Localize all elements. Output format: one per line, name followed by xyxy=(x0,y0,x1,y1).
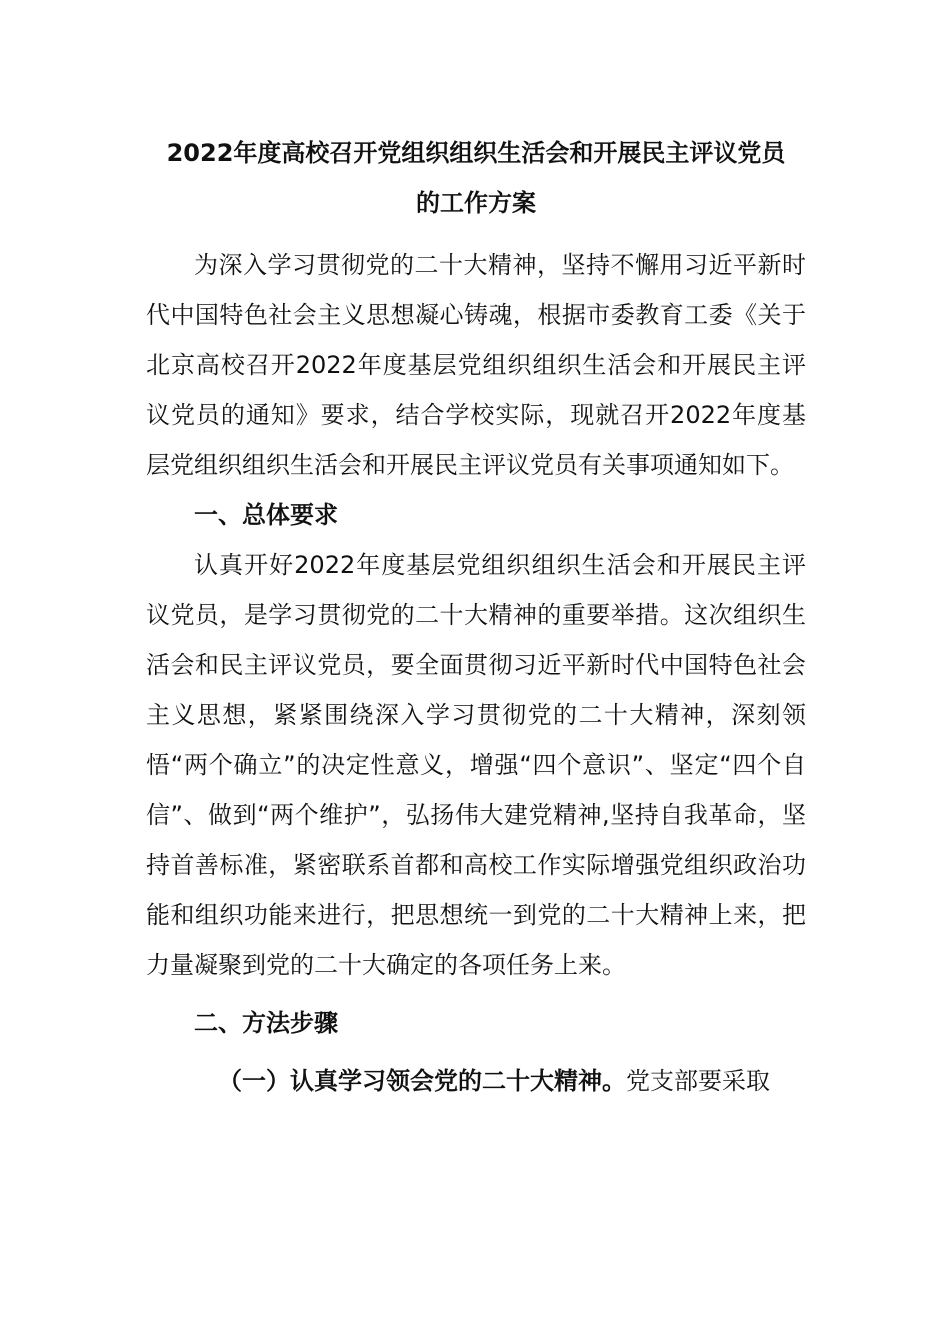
document-page xyxy=(146,128,806,1106)
document-title xyxy=(146,128,806,228)
subsection-1-text: 党支部要采取 xyxy=(626,1067,770,1095)
document-body xyxy=(146,240,806,1106)
intro-paragraph: 为深入学习贯彻党的二十大精神，坚持不懈用习近平新时代中国特色社会主义思想凝心铸魂，根据市委教育工委《关于北京高校召开2022年度基层党组织组织生活会和开展民主评议党员的通知》要求，结合学校实际，现就召开2022年度基层党组织组织生活会和开展民主评议党员有关事项通知如下。 xyxy=(146,251,806,479)
section-spacer xyxy=(146,1048,806,1056)
section-1-paragraph: 认真开好2022年度基层党组织组织生活会和开展民主评议党员，是学习贯彻党的二十大精神的重要举措。这次组织生活会和民主评议党员，要全面贯彻习近平新时代中国特色社会主义思想，紧紧围绕深入学习贯彻党的二十大精神，深刻领悟“两个确立”的决定性意义，增强“四个意识”、坚定“四个自信”、做到“两个维护”，弘扬伟大建党精神,坚持自我革命，坚持首善标准，紧密联系首都和高校工作实际增强党组织政治功能和组织功能来进行，把思想统一到党的二十大精神上来，把力量凝聚到党的二十大确定的各项任务上来。 xyxy=(146,551,806,979)
subsection-1-heading: （一）认真学习领会党的二十大精神。 xyxy=(218,1067,626,1095)
section-heading-1: 一、总体要求 xyxy=(194,501,338,529)
section-spacer xyxy=(146,990,806,998)
title-line-2: 的工作方案 xyxy=(416,189,536,217)
title-line-1: 2022年度高校召开党组织组织生活会和开展民主评议党员 xyxy=(166,139,786,167)
section-heading-2: 二、方法步骤 xyxy=(194,1009,338,1037)
subsection-1 xyxy=(146,1056,806,1106)
